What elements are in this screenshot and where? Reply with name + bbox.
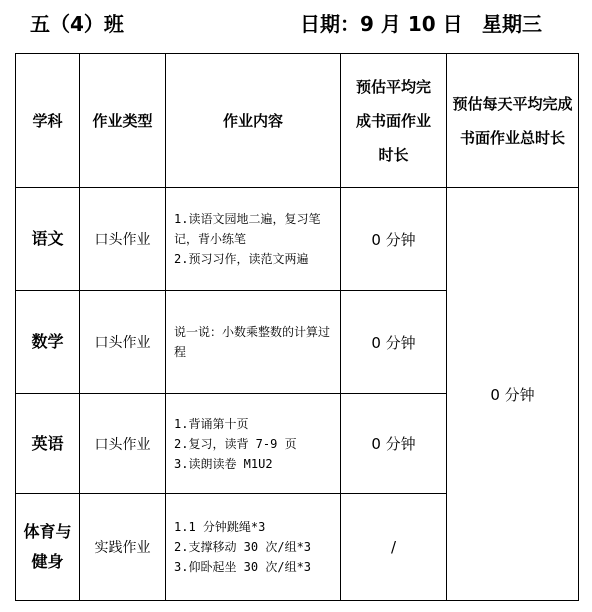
duration-cell: 0 分钟 [341, 394, 447, 494]
duration-cell: / [341, 494, 447, 601]
date-label: 日期：9 月 10 日 [300, 12, 463, 36]
content-line: 1.1 分钟跳绳*3 [174, 520, 266, 534]
header-total: 预估每天平均完成书面作业总时长 [447, 54, 579, 188]
content-line: 2.预习习作，读范文两遍 [174, 252, 309, 266]
type-cell: 口头作业 [80, 188, 166, 291]
content-line: 3.仰卧起坐 30 次/组*3 [174, 560, 312, 574]
subject-cell: 数学 [16, 291, 80, 394]
header-duration: 预估平均完成书面作业时长 [341, 54, 447, 188]
header-content: 作业内容 [166, 54, 341, 188]
duration-cell: 0 分钟 [341, 188, 447, 291]
content-line: 2.复习，读背 7-9 页 [174, 436, 297, 451]
type-cell: 口头作业 [80, 394, 166, 494]
weekday-label: 星期三 [482, 12, 542, 36]
content-cell [166, 291, 341, 394]
content-line: 3.读朗读卷 M1U2 [174, 456, 273, 471]
page-header [0, 6, 592, 40]
content-line: 2.支撑移动 30 次/组*3 [174, 540, 312, 554]
subject-cell: 语文 [16, 188, 80, 291]
header-type: 作业类型 [80, 54, 166, 188]
header-subject: 学科 [16, 54, 80, 188]
subject-cell: 英语 [16, 394, 80, 494]
duration-cell: 0 分钟 [341, 291, 447, 394]
class-name: 五（4）班 [30, 12, 124, 36]
type-cell: 实践作业 [80, 494, 166, 601]
content-line: 说一说：小数乘整数的计算过程 [174, 325, 331, 359]
table-header-row [16, 54, 579, 188]
total-duration-cell: 0 分钟 [447, 188, 579, 601]
content-line: 1.读语文园地二遍，复习笔记，背小练笔 [174, 212, 321, 246]
content-cell [166, 188, 341, 291]
homework-table [15, 53, 579, 601]
content-cell [166, 394, 341, 494]
content-cell [166, 494, 341, 601]
type-cell: 口头作业 [80, 291, 166, 394]
content-line: 1.背诵第十页 [174, 416, 249, 431]
table-row [16, 188, 579, 291]
subject-cell: 体育与健身 [16, 494, 80, 601]
